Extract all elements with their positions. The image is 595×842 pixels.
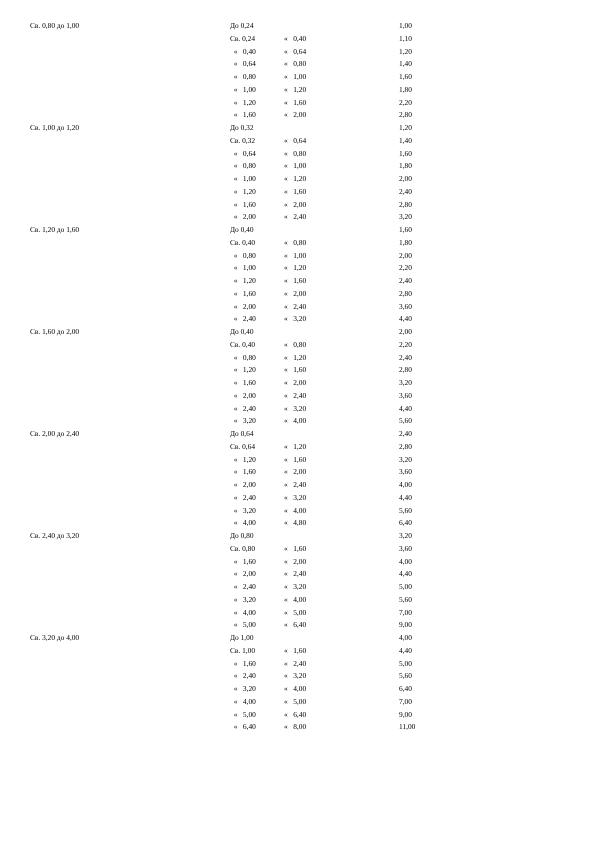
range-to-cell: « 4,00 bbox=[284, 594, 307, 604]
range-to-cell: « 4,00 bbox=[284, 684, 307, 693]
range-from-cell: « 0,64 bbox=[230, 148, 256, 158]
range-from-cell: « 3,20 bbox=[230, 594, 256, 604]
table-row bbox=[0, 48, 595, 60]
table-row bbox=[0, 672, 595, 684]
range-from-cell: « 0,80 bbox=[230, 161, 256, 171]
range-from-cell: « 6,40 bbox=[230, 722, 256, 732]
table-row bbox=[0, 35, 595, 47]
value-cell: 1,80 bbox=[399, 84, 412, 94]
value-cell: 6,40 bbox=[399, 518, 412, 528]
value-cell: 1,60 bbox=[399, 225, 412, 234]
range-to-cell: « 3,20 bbox=[284, 582, 307, 591]
range-to-cell: « 1,60 bbox=[284, 454, 307, 464]
value-cell: 3,20 bbox=[399, 531, 412, 540]
range-to-cell: « 2,00 bbox=[284, 288, 307, 298]
range-to-cell: « 0,80 bbox=[284, 237, 307, 247]
range-to-cell: « 1,60 bbox=[284, 365, 307, 375]
group-range-label: Св. 3,20 до 4,00 bbox=[30, 633, 80, 642]
table-row bbox=[0, 22, 595, 34]
value-cell: 1,40 bbox=[399, 135, 412, 145]
range-from-cell: « 1,20 bbox=[230, 276, 256, 285]
range-to-cell: « 2,00 bbox=[284, 467, 307, 477]
range-from-cell: « 1,20 bbox=[230, 365, 256, 375]
table-row bbox=[0, 417, 595, 429]
table-row bbox=[0, 634, 595, 646]
value-cell: 6,40 bbox=[399, 684, 412, 693]
value-cell: 9,00 bbox=[399, 709, 412, 719]
value-cell: 1,40 bbox=[399, 59, 412, 69]
range-from-cell: « 1,60 bbox=[230, 199, 256, 209]
range-to-cell: « 3,20 bbox=[284, 492, 307, 502]
table-row bbox=[0, 290, 595, 302]
table-row bbox=[0, 558, 595, 570]
range-from-cell: « 2,40 bbox=[230, 671, 256, 681]
range-from-cell: « 4,00 bbox=[230, 696, 256, 706]
group-range-label: Св. 1,20 до 1,60 bbox=[30, 225, 80, 234]
range-from-cell: Св. 0,24 bbox=[230, 33, 256, 43]
value-cell: 3,20 bbox=[399, 454, 412, 464]
value-cell: 7,00 bbox=[399, 696, 412, 706]
value-cell: 7,00 bbox=[399, 607, 412, 617]
range-to-cell: « 1,20 bbox=[284, 84, 307, 94]
value-cell: 2,00 bbox=[399, 174, 412, 183]
range-from-cell: « 1,60 bbox=[230, 288, 256, 298]
range-to-cell: « 1,00 bbox=[284, 250, 307, 260]
range-from-cell: До 0,64 bbox=[230, 429, 254, 438]
range-from-cell: « 5,00 bbox=[230, 709, 256, 719]
value-cell: 5,00 bbox=[399, 582, 412, 591]
range-from-cell: « 3,20 bbox=[230, 684, 256, 693]
table-row bbox=[0, 60, 595, 72]
range-from-cell: « 4,00 bbox=[230, 607, 256, 617]
range-to-cell: « 6,40 bbox=[284, 620, 307, 630]
range-from-cell: « 1,00 bbox=[230, 174, 256, 183]
table-row bbox=[0, 443, 595, 455]
range-to-cell: « 5,00 bbox=[284, 607, 307, 617]
value-cell: 11,00 bbox=[399, 722, 416, 732]
value-cell: 2,80 bbox=[399, 365, 412, 375]
table-row bbox=[0, 162, 595, 174]
value-cell: 3,20 bbox=[399, 378, 412, 387]
table-row bbox=[0, 239, 595, 251]
range-from-cell: До 0,40 bbox=[230, 327, 254, 336]
range-from-cell: « 1,00 bbox=[230, 84, 256, 94]
range-from-cell: « 1,20 bbox=[230, 97, 256, 107]
value-cell: 1,20 bbox=[399, 123, 412, 132]
range-from-cell: « 2,00 bbox=[230, 480, 256, 489]
range-to-cell: « 1,00 bbox=[284, 161, 307, 171]
range-from-cell: « 1,60 bbox=[230, 467, 256, 477]
range-to-cell: « 2,40 bbox=[284, 480, 307, 489]
table-row bbox=[0, 341, 595, 353]
table-row bbox=[0, 430, 595, 442]
range-to-cell: « 4,00 bbox=[284, 416, 307, 426]
value-cell: 2,00 bbox=[399, 250, 412, 260]
value-cell: 9,00 bbox=[399, 620, 412, 630]
range-from-cell: Св. 0,32 bbox=[230, 135, 256, 145]
table-row bbox=[0, 175, 595, 187]
value-cell: 5,60 bbox=[399, 505, 412, 515]
range-from-cell: Св. 1,00 bbox=[230, 645, 256, 655]
value-cell: 1,60 bbox=[399, 148, 412, 158]
value-cell: 2,40 bbox=[399, 429, 412, 438]
value-cell: 1,80 bbox=[399, 161, 412, 171]
table-row bbox=[0, 583, 595, 595]
table-row bbox=[0, 494, 595, 506]
value-cell: 2,00 bbox=[399, 327, 412, 336]
value-cell: 1,60 bbox=[399, 72, 412, 81]
table-row bbox=[0, 609, 595, 621]
range-from-cell: « 2,00 bbox=[230, 390, 256, 400]
range-from-cell: « 0,80 bbox=[230, 250, 256, 260]
value-cell: 3,60 bbox=[399, 543, 412, 553]
value-cell: 5,60 bbox=[399, 671, 412, 681]
range-from-cell: « 3,20 bbox=[230, 505, 256, 515]
table-row bbox=[0, 124, 595, 136]
range-to-cell: « 2,40 bbox=[284, 390, 307, 400]
table-row bbox=[0, 405, 595, 417]
range-from-cell: « 3,20 bbox=[230, 416, 256, 426]
table-row bbox=[0, 685, 595, 697]
range-to-cell: « 1,20 bbox=[284, 352, 307, 362]
value-cell: 4,40 bbox=[399, 314, 412, 324]
value-cell: 1,80 bbox=[399, 237, 412, 247]
value-cell: 4,00 bbox=[399, 556, 412, 566]
group-range-label: Св. 0,80 до 1,00 bbox=[30, 21, 80, 30]
range-to-cell: « 6,40 bbox=[284, 709, 307, 719]
table-row bbox=[0, 519, 595, 531]
table-row bbox=[0, 660, 595, 672]
value-cell: 2,20 bbox=[399, 263, 412, 273]
range-from-cell: « 0,80 bbox=[230, 72, 256, 81]
table-row bbox=[0, 86, 595, 98]
value-cell: 5,60 bbox=[399, 416, 412, 426]
range-from-cell: Св. 0,80 bbox=[230, 543, 256, 553]
value-cell: 2,80 bbox=[399, 110, 412, 120]
table-row bbox=[0, 226, 595, 238]
table-row bbox=[0, 303, 595, 315]
range-from-cell: До 0,40 bbox=[230, 225, 254, 234]
range-to-cell: « 2,00 bbox=[284, 110, 307, 120]
range-to-cell: « 2,40 bbox=[284, 212, 307, 222]
range-from-cell: « 1,60 bbox=[230, 658, 256, 668]
range-to-cell: « 3,20 bbox=[284, 403, 307, 413]
table-row bbox=[0, 468, 595, 480]
range-to-cell: « 1,60 bbox=[284, 645, 307, 655]
value-cell: 3,60 bbox=[399, 467, 412, 477]
table-row bbox=[0, 456, 595, 468]
range-from-cell: Св. 0,40 bbox=[230, 339, 256, 349]
value-cell: 4,40 bbox=[399, 403, 412, 413]
range-from-cell: « 1,60 bbox=[230, 556, 256, 566]
table-row bbox=[0, 532, 595, 544]
group-range-label: Св. 2,40 до 3,20 bbox=[30, 531, 80, 540]
value-cell: 4,00 bbox=[399, 633, 412, 642]
range-from-cell: До 0,80 bbox=[230, 531, 254, 540]
range-from-cell: « 0,40 bbox=[230, 46, 256, 56]
range-to-cell: « 1,20 bbox=[284, 263, 307, 273]
table-row bbox=[0, 213, 595, 225]
table-row bbox=[0, 379, 595, 391]
table-row bbox=[0, 698, 595, 710]
table-row bbox=[0, 481, 595, 493]
table-row bbox=[0, 392, 595, 404]
range-to-cell: « 2,40 bbox=[284, 301, 307, 311]
range-from-cell: « 1,20 bbox=[230, 186, 256, 196]
table-row bbox=[0, 188, 595, 200]
range-from-cell: « 1,20 bbox=[230, 454, 256, 464]
value-cell: 3,60 bbox=[399, 390, 412, 400]
range-from-cell: « 0,64 bbox=[230, 59, 256, 69]
value-cell: 2,40 bbox=[399, 186, 412, 196]
range-from-cell: « 0,80 bbox=[230, 352, 256, 362]
range-from-cell: « 2,40 bbox=[230, 492, 256, 502]
table-row bbox=[0, 99, 595, 111]
table-row bbox=[0, 507, 595, 519]
value-cell: 3,60 bbox=[399, 301, 412, 311]
value-cell: 1,00 bbox=[399, 21, 412, 30]
group-range-label: Св. 1,00 до 1,20 bbox=[30, 123, 80, 132]
range-from-cell: Св. 0,64 bbox=[230, 441, 256, 451]
table-row bbox=[0, 252, 595, 264]
range-to-cell: « 8,00 bbox=[284, 722, 307, 732]
table-row bbox=[0, 366, 595, 378]
range-from-cell: До 0,32 bbox=[230, 123, 254, 132]
table-row bbox=[0, 596, 595, 608]
value-cell: 4,40 bbox=[399, 492, 412, 502]
range-to-cell: « 4,00 bbox=[284, 505, 307, 515]
table-row bbox=[0, 111, 595, 123]
range-to-cell: « 1,60 bbox=[284, 97, 307, 107]
value-cell: 4,40 bbox=[399, 645, 412, 655]
range-from-cell: Св. 0,40 bbox=[230, 237, 256, 247]
table-row bbox=[0, 201, 595, 213]
value-cell: 2,80 bbox=[399, 441, 412, 451]
range-to-cell: « 0,40 bbox=[284, 33, 307, 43]
range-from-cell: « 2,00 bbox=[230, 301, 256, 311]
table-row bbox=[0, 73, 595, 85]
table-row bbox=[0, 328, 595, 340]
range-to-cell: « 1,60 bbox=[284, 276, 307, 285]
range-from-cell: « 2,40 bbox=[230, 403, 256, 413]
table-row bbox=[0, 264, 595, 276]
value-cell: 4,40 bbox=[399, 569, 412, 579]
value-cell: 2,40 bbox=[399, 352, 412, 362]
value-cell: 3,20 bbox=[399, 212, 412, 222]
range-to-cell: « 1,20 bbox=[284, 441, 307, 451]
range-to-cell: « 0,80 bbox=[284, 339, 307, 349]
table-row bbox=[0, 354, 595, 366]
range-from-cell: « 1,60 bbox=[230, 378, 256, 387]
range-to-cell: « 2,40 bbox=[284, 569, 307, 579]
range-from-cell: « 2,00 bbox=[230, 212, 256, 222]
group-range-label: Св. 1,60 до 2,00 bbox=[30, 327, 80, 336]
range-to-cell: « 2,00 bbox=[284, 378, 307, 387]
range-to-cell: « 1,60 bbox=[284, 186, 307, 196]
value-cell: 2,40 bbox=[399, 276, 412, 285]
range-from-cell: « 5,00 bbox=[230, 620, 256, 630]
value-cell: 2,20 bbox=[399, 97, 412, 107]
table-row bbox=[0, 621, 595, 633]
range-to-cell: « 2,40 bbox=[284, 658, 307, 668]
range-from-cell: « 1,00 bbox=[230, 263, 256, 273]
table-row bbox=[0, 545, 595, 557]
value-cell: 2,80 bbox=[399, 288, 412, 298]
range-to-cell: « 5,00 bbox=[284, 696, 307, 706]
range-to-cell: « 2,00 bbox=[284, 556, 307, 566]
table-row bbox=[0, 570, 595, 582]
range-to-cell: « 0,64 bbox=[284, 135, 307, 145]
range-to-cell: « 3,20 bbox=[284, 314, 307, 324]
group-range-label: Св. 2,00 до 2,40 bbox=[30, 429, 80, 438]
range-from-cell: « 2,40 bbox=[230, 582, 256, 591]
value-cell: 5,00 bbox=[399, 658, 412, 668]
table-row bbox=[0, 315, 595, 327]
table-row bbox=[0, 137, 595, 149]
value-cell: 4,00 bbox=[399, 480, 412, 489]
value-cell: 2,20 bbox=[399, 339, 412, 349]
range-to-cell: « 0,64 bbox=[284, 46, 307, 56]
range-from-cell: « 2,40 bbox=[230, 314, 256, 324]
range-to-cell: « 1,60 bbox=[284, 543, 307, 553]
range-to-cell: « 0,80 bbox=[284, 59, 307, 69]
value-cell: 1,10 bbox=[399, 33, 412, 43]
table-row bbox=[0, 150, 595, 162]
table-row bbox=[0, 647, 595, 659]
range-from-cell: « 2,00 bbox=[230, 569, 256, 579]
range-to-cell: « 1,00 bbox=[284, 72, 307, 81]
range-to-cell: « 2,00 bbox=[284, 199, 307, 209]
range-from-cell: До 0,24 bbox=[230, 21, 254, 30]
range-to-cell: « 4,80 bbox=[284, 518, 307, 528]
range-to-cell: « 0,80 bbox=[284, 148, 307, 158]
table-row bbox=[0, 723, 595, 735]
table-row bbox=[0, 711, 595, 723]
range-to-cell: « 1,20 bbox=[284, 174, 307, 183]
range-from-cell: « 4,00 bbox=[230, 518, 256, 528]
table-row bbox=[0, 277, 595, 289]
range-to-cell: « 3,20 bbox=[284, 671, 307, 681]
value-cell: 5,60 bbox=[399, 594, 412, 604]
range-from-cell: « 1,60 bbox=[230, 110, 256, 120]
value-cell: 1,20 bbox=[399, 46, 412, 56]
range-from-cell: До 1,00 bbox=[230, 633, 254, 642]
value-cell: 2,80 bbox=[399, 199, 412, 209]
